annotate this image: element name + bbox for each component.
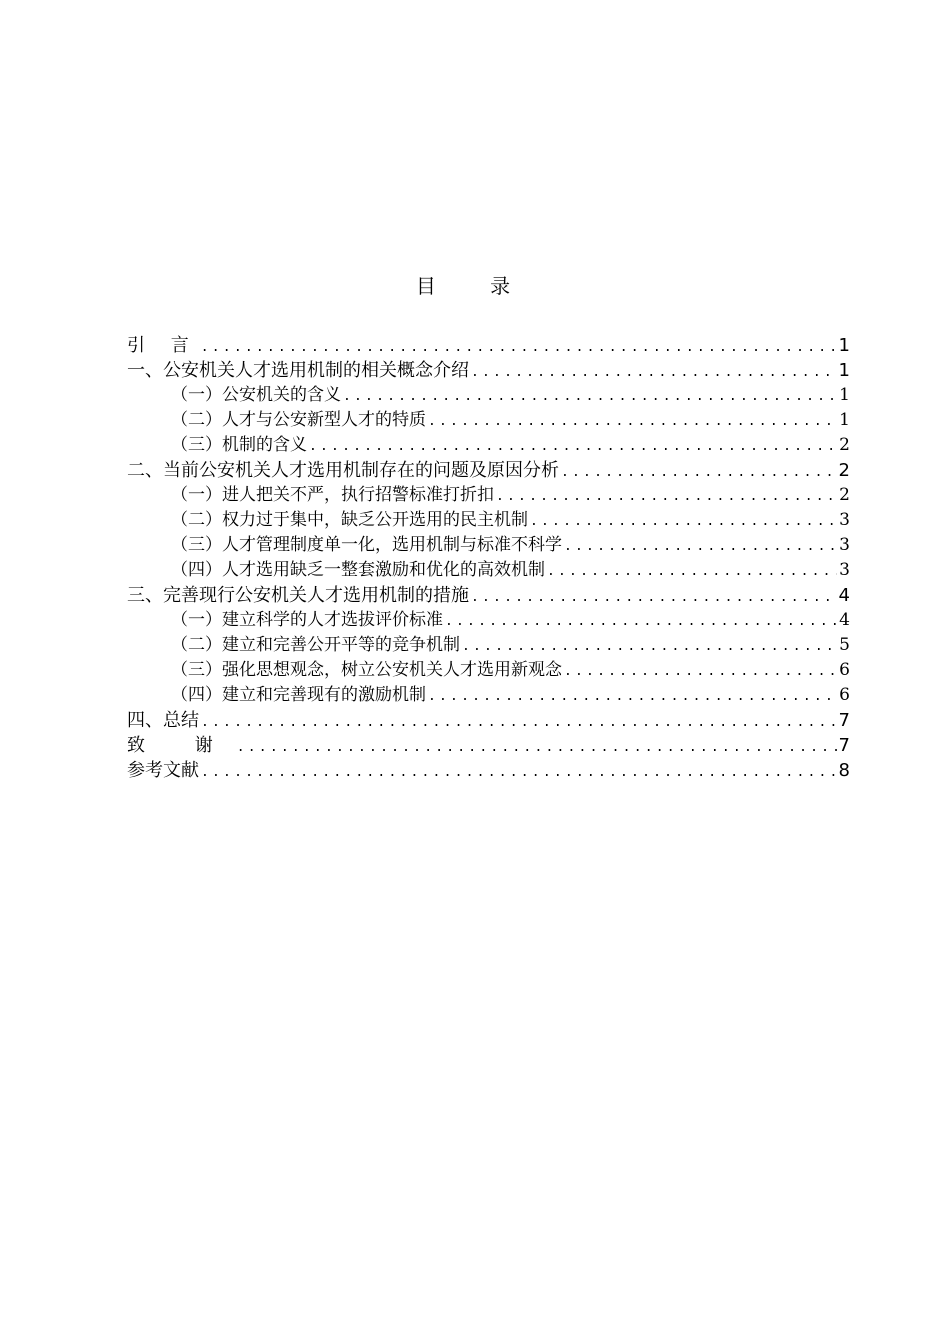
toc-entry-section[interactable] (127, 383, 850, 408)
toc-title: 目 录 (415, 274, 535, 298)
toc-entry-text: （一）进人把关不严，执行招警标准打折扣 (171, 485, 494, 505)
toc-page-number: 7 (838, 710, 850, 731)
toc-entry-chapter[interactable] (127, 333, 850, 358)
toc-page-number: 4 (839, 610, 850, 630)
toc-dot-leader (201, 760, 837, 785)
toc-dot-leader (428, 684, 837, 709)
toc-entry-section[interactable] (127, 608, 850, 633)
toc-entry-text: （三）机制的含义 (171, 435, 307, 455)
toc-entry-section[interactable] (127, 483, 850, 508)
toc-entry-text: （二）权力过于集中，缺乏公开选用的民主机制 (171, 510, 528, 530)
toc-dot-leader (309, 434, 837, 459)
toc-entry-text: 四、总结 (127, 710, 199, 731)
toc-entry-text: （二）人才与公安新型人才的特质 (171, 410, 426, 430)
toc-entry-chapter[interactable] (127, 358, 850, 383)
toc-entry-section[interactable] (127, 533, 850, 558)
toc-page-number: 5 (839, 635, 850, 655)
toc-entry-text: 三、完善现行公安机关人才选用机制的措施 (127, 585, 469, 606)
toc-dot-leader (428, 409, 837, 434)
toc-page-number: 1 (838, 335, 850, 356)
toc-page-number: 3 (839, 510, 850, 530)
toc-dot-leader (462, 634, 837, 659)
toc-entry-text: （四）建立和完善现有的激励机制 (171, 685, 426, 705)
toc-entry-section[interactable] (127, 683, 850, 708)
toc-dot-leader (237, 735, 837, 760)
toc-entry-chapter[interactable] (127, 733, 850, 758)
toc-entry-text: 一、公安机关人才选用机制的相关概念介绍 (127, 360, 469, 381)
toc-entry-text: （四）人才选用缺乏一整套激励和优化的高效机制 (171, 560, 545, 580)
toc-entry-section[interactable] (127, 408, 850, 433)
toc-dot-leader (445, 609, 837, 634)
toc-entry-chapter[interactable] (127, 583, 850, 608)
toc-page-number: 1 (839, 385, 850, 405)
table-of-contents (127, 333, 850, 783)
toc-dot-leader (471, 360, 837, 385)
toc-dot-leader (530, 509, 837, 534)
toc-entry-section[interactable] (127, 558, 850, 583)
toc-dot-leader (201, 710, 837, 735)
toc-entry-text: 致 谢 (127, 735, 235, 756)
toc-entry-text: （二）建立和完善公开平等的竞争机制 (171, 635, 460, 655)
toc-page-number: 2 (839, 485, 850, 505)
toc-entry-section[interactable] (127, 658, 850, 683)
toc-entry-text: （三）强化思想观念，树立公安机关人才选用新观念 (171, 660, 562, 680)
toc-page-number: 3 (839, 535, 850, 555)
toc-page-number: 4 (838, 585, 850, 606)
toc-dot-leader (201, 335, 837, 360)
toc-entry-text: 二、当前公安机关人才选用机制存在的问题及原因分析 (127, 460, 559, 481)
toc-entry-section[interactable] (127, 508, 850, 533)
toc-page-number: 2 (838, 460, 850, 481)
toc-entry-section[interactable] (127, 433, 850, 458)
toc-entry-text: （一）公安机关的含义 (171, 385, 341, 405)
toc-dot-leader (564, 534, 837, 559)
toc-entry-chapter[interactable] (127, 758, 850, 783)
toc-page-number: 7 (838, 735, 850, 756)
toc-entry-text: 参考文献 (127, 760, 199, 781)
toc-entry-text: 引 言 (127, 335, 199, 356)
toc-dot-leader (564, 659, 837, 684)
toc-entry-text: （一）建立科学的人才选拔评价标准 (171, 610, 443, 630)
toc-entry-section[interactable] (127, 633, 850, 658)
toc-page-number: 8 (838, 760, 850, 781)
toc-entry-chapter[interactable] (127, 458, 850, 483)
toc-dot-leader (471, 585, 837, 610)
toc-page-number: 3 (839, 560, 850, 580)
toc-page-number: 2 (839, 435, 850, 455)
toc-dot-leader (496, 484, 837, 509)
toc-page-number: 1 (838, 360, 850, 381)
toc-entry-text: （三）人才管理制度单一化，选用机制与标准不科学 (171, 535, 562, 555)
toc-page-number: 1 (839, 410, 850, 430)
toc-dot-leader (561, 460, 837, 485)
toc-dot-leader (343, 384, 837, 409)
toc-page-number: 6 (839, 660, 850, 680)
toc-entry-chapter[interactable] (127, 708, 850, 733)
toc-page-number: 6 (839, 685, 850, 705)
toc-dot-leader (547, 559, 837, 584)
